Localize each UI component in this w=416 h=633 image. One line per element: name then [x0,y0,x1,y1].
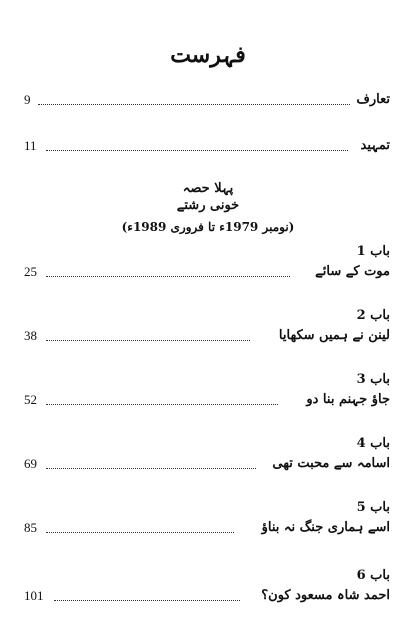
toc-entry-chapter-2[interactable] [24,326,390,346]
dot-leader [46,276,290,277]
part-date-range: (نومبر 1979ء تا فروری 1989ء) [121,220,295,234]
dot-leader [46,404,278,405]
entry-label: لینن نے ہمیں سکھایا [278,328,390,343]
entry-page-number: 38 [24,328,37,343]
toc-entry-chapter-4[interactable] [24,454,390,474]
dot-leader [38,104,350,105]
dot-leader [46,532,234,533]
chapter-heading: باب 5 [356,500,390,515]
entry-label: اسامہ سے محبت تھی [272,456,390,471]
toc-entry-chapter-3[interactable] [24,390,390,410]
toc-entry-chapter-5[interactable] [24,518,390,538]
entry-page-number: 101 [24,588,44,603]
part-name: پہلا حصہ [182,181,234,196]
entry-label: تمہید [360,138,390,153]
entry-page-number: 11 [24,138,37,153]
entry-page-number: 69 [24,456,37,471]
entry-label: احمد شاہ مسعود کون؟ [261,588,390,603]
toc-entry-chapter-6[interactable] [24,586,390,606]
toc-entry-preface[interactable] [24,136,390,156]
dot-leader [54,600,240,601]
toc-entry-chapter-1[interactable] [24,262,390,282]
page-title: فہرست [170,42,246,68]
part-heading [0,180,416,236]
toc-entry-introduction[interactable] [24,90,390,110]
chapter-heading: باب 4 [356,436,390,451]
entry-label: اسے ہماری جنگ نہ بناؤ [261,520,390,535]
entry-page-number: 52 [24,392,37,407]
chapter-heading: باب 6 [356,568,390,583]
dot-leader [46,150,348,151]
dot-leader [46,468,256,469]
entry-page-number: 9 [24,92,31,107]
entry-label: جاؤ جہنم بنا دو [306,392,390,407]
chapter-heading: باب 3 [356,372,390,387]
chapter-heading: باب 1 [356,244,390,259]
entry-page-number: 85 [24,520,37,535]
chapter-heading: باب 2 [356,308,390,323]
part-subtitle: خونی رشتے [176,198,240,213]
entry-label: تعارف [356,92,390,107]
dot-leader [46,340,250,341]
entry-label: موت کے سائے [315,264,390,279]
entry-page-number: 25 [24,264,37,279]
